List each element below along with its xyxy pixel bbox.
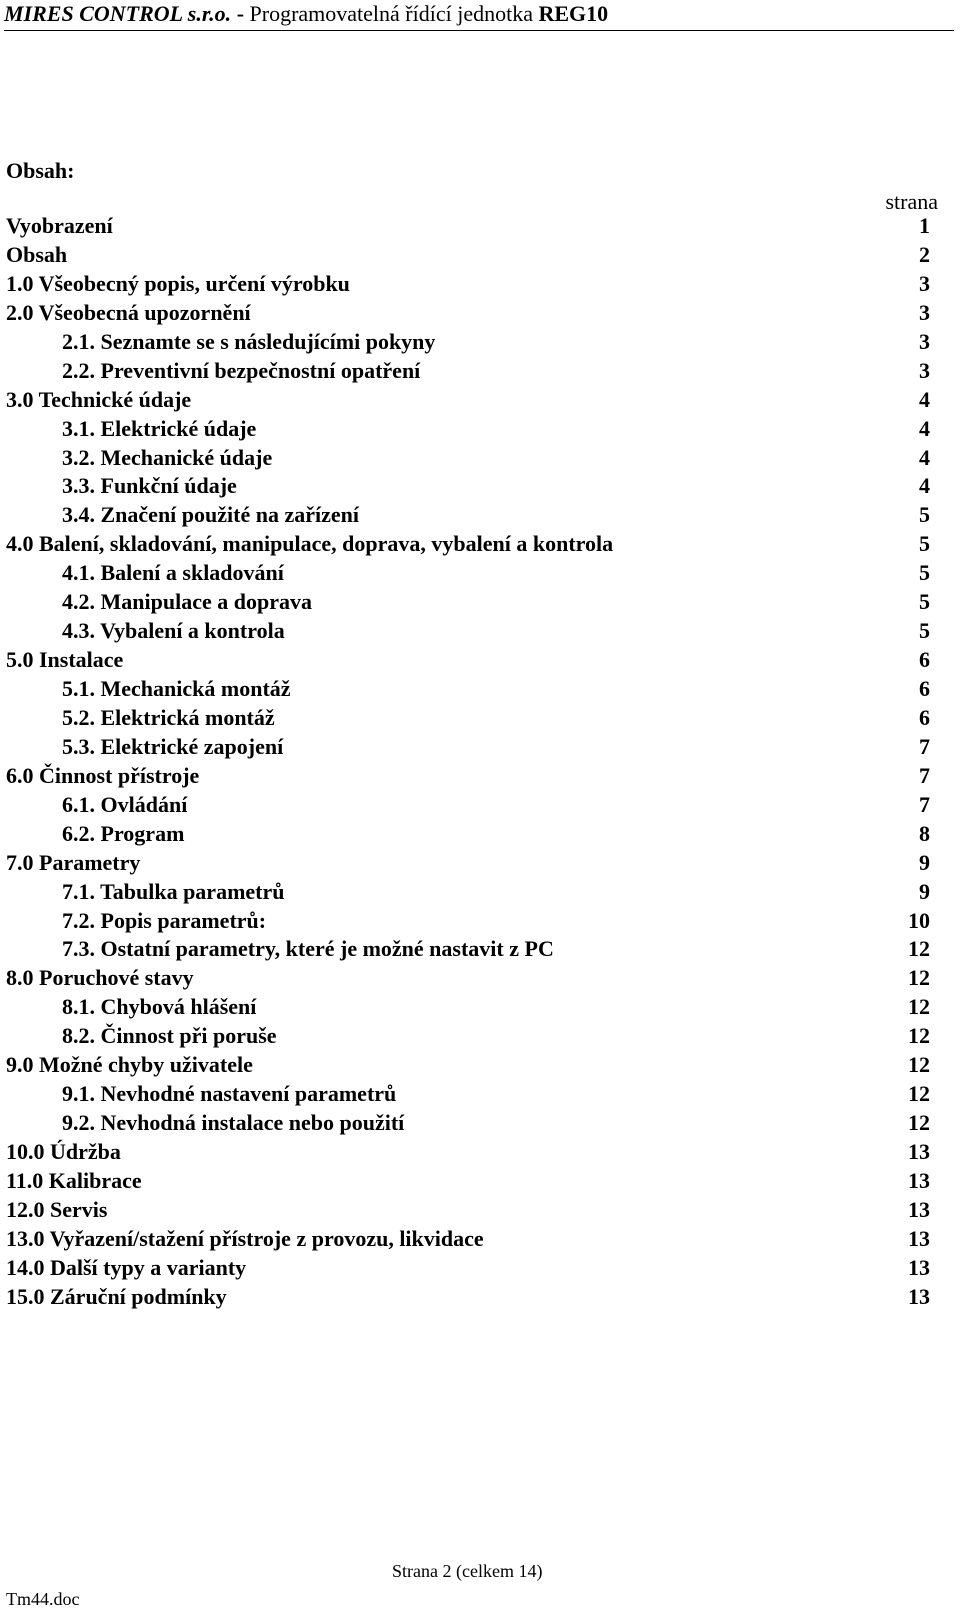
toc-entry-title: 3.4. Značení použité na zařízení — [62, 502, 359, 528]
toc-entry-page: 8 — [919, 820, 930, 846]
toc-entry-title: 2.1. Seznamte se s následujícími pokyny — [62, 328, 436, 354]
document-title-model: REG10 — [538, 1, 609, 26]
toc-entry — [0, 1196, 960, 1225]
toc-entry — [0, 820, 960, 849]
toc-entry — [0, 993, 960, 1022]
toc-entry — [0, 1051, 960, 1080]
toc-entry — [0, 1225, 960, 1254]
toc-entry-title: 8.1. Chybová hlášení — [62, 994, 257, 1020]
toc-entry-title: 5.1. Mechanická montáž — [62, 676, 291, 701]
toc-entry-title: 13.0 Vyřazení/stažení přístroje z provozu, likvidace — [6, 1225, 484, 1251]
toc-entry-page: 3 — [919, 270, 930, 296]
toc-entry — [0, 791, 960, 820]
toc-entry-page: 12 — [908, 1081, 930, 1107]
toc-entry-title: 9.0 Možné chyby uživatele — [6, 1052, 253, 1078]
toc-entry — [0, 675, 960, 704]
toc-entry-page: 5 — [919, 502, 930, 528]
toc-entry — [0, 762, 960, 791]
toc-entry — [0, 617, 960, 646]
toc-heading: Obsah: — [6, 158, 75, 183]
toc-entry — [0, 733, 960, 762]
toc-entry-page: 12 — [908, 1110, 930, 1136]
company-name: MIRES CONTROL s.r.o. — [4, 1, 232, 26]
toc-entry-page: 2 — [919, 241, 930, 267]
toc-entry-page: 12 — [908, 1023, 930, 1049]
toc-entry — [0, 444, 960, 473]
page-column-label: strana — [885, 189, 938, 214]
toc-entry-page: 4 — [919, 386, 930, 412]
table-of-contents — [0, 212, 960, 1312]
toc-entry-page: 6 — [919, 704, 930, 730]
toc-entry — [0, 1254, 960, 1283]
toc-entry — [0, 1080, 960, 1109]
toc-entry-title: Obsah — [6, 241, 68, 267]
toc-entry-page: 9 — [919, 849, 930, 875]
toc-entry-page: 12 — [908, 1052, 930, 1078]
toc-entry-page: 5 — [919, 589, 930, 615]
toc-entry-page: 3 — [919, 357, 930, 383]
toc-entry-page: 13 — [908, 1254, 930, 1280]
toc-entry-title: Vyobrazení — [6, 213, 113, 238]
toc-entry-page: 13 — [908, 1139, 930, 1164]
toc-entry-title: 9.1. Nevhodné nastavení parametrů — [62, 1081, 397, 1107]
toc-entry — [0, 530, 960, 559]
toc-entry-title: 7.3. Ostatní parametry, které je možné nastavit z PC — [62, 936, 554, 962]
toc-entry-title: 3.1. Elektrické údaje — [62, 415, 257, 441]
header-separator: - — [231, 1, 250, 26]
toc-entry-page: 13 — [908, 1283, 930, 1309]
toc-entry-title: 11.0 Kalibrace — [6, 1167, 142, 1193]
document-title-text: Programovatelná řídící jednotka — [249, 1, 539, 26]
toc-entry-title: 14.0 Další typy a varianty — [6, 1254, 247, 1280]
toc-entry-page: 7 — [919, 791, 930, 817]
toc-entry — [0, 1283, 960, 1312]
toc-entry — [0, 878, 960, 907]
toc-entry-page: 4 — [919, 415, 930, 441]
toc-entry — [0, 1022, 960, 1051]
toc-entry-page: 13 — [908, 1196, 930, 1222]
toc-entry — [0, 1138, 960, 1167]
footer-page-info: Strana 2 (celkem 14) — [392, 1561, 543, 1581]
toc-entry-page: 5 — [919, 531, 930, 557]
toc-entry-title: 2.0 Všeobecná upozornění — [6, 299, 251, 325]
toc-entry-page: 3 — [919, 328, 930, 354]
toc-entry-title: 4.2. Manipulace a doprava — [62, 589, 312, 615]
toc-entry-page: 13 — [908, 1167, 930, 1193]
toc-entry — [0, 212, 960, 241]
toc-entry-title: 5.2. Elektrická montáž — [62, 704, 275, 730]
toc-entry-title: 8.0 Poruchové stavy — [6, 965, 194, 991]
toc-entry-page: 5 — [919, 560, 930, 586]
toc-entry — [0, 935, 960, 964]
toc-entry-title: 3.3. Funkční údaje — [62, 473, 237, 499]
toc-entry-page: 4 — [919, 473, 930, 499]
toc-entry-title: 7.0 Parametry — [6, 849, 141, 875]
toc-entry-title: 6.1. Ovládání — [62, 791, 188, 817]
footer-file-name: Tm44.doc — [6, 1589, 80, 1609]
toc-entry — [0, 1167, 960, 1196]
toc-entry-title: 6.2. Program — [62, 820, 185, 846]
document-header — [4, 0, 954, 28]
document-title — [250, 1, 609, 26]
toc-entry — [0, 386, 960, 415]
toc-entry-title: 3.2. Mechanické údaje — [62, 444, 273, 470]
toc-entry-page: 7 — [919, 762, 930, 788]
toc-entry-page: 12 — [908, 965, 930, 991]
toc-entry-title: 5.3. Elektrické zapojení — [62, 733, 284, 759]
toc-entry — [0, 588, 960, 617]
toc-entry-title: 4.0 Balení, skladování, manipulace, doprava, vybalení a kontrola — [6, 531, 614, 557]
toc-entry — [0, 415, 960, 444]
header-rule — [4, 30, 954, 31]
toc-entry-title: 12.0 Servis — [6, 1196, 108, 1222]
toc-entry-title: 7.2. Popis parametrů: — [62, 907, 267, 933]
toc-entry-title: 10.0 Údržba — [6, 1139, 121, 1164]
toc-entry-page: 3 — [919, 299, 930, 325]
toc-entry — [0, 472, 960, 501]
toc-entry-page: 9 — [919, 878, 930, 904]
toc-entry — [0, 270, 960, 299]
toc-entry-page: 7 — [919, 733, 930, 759]
toc-entry-title: 6.0 Činnost přístroje — [6, 762, 200, 788]
toc-entry-title: 1.0 Všeobecný popis, určení výrobku — [6, 270, 350, 296]
toc-entry-title: 8.2. Činnost při poruše — [62, 1023, 277, 1049]
toc-entry-title: 3.0 Technické údaje — [6, 386, 192, 412]
toc-entry-title: 2.2. Preventivní bezpečnostní opatření — [62, 357, 421, 383]
toc-entry-page: 12 — [908, 994, 930, 1020]
toc-entry-title: 15.0 Záruční podmínky — [6, 1283, 227, 1309]
toc-entry — [0, 646, 960, 675]
toc-entry — [0, 1109, 960, 1138]
toc-entry-page: 6 — [919, 647, 930, 673]
toc-entry — [0, 299, 960, 328]
toc-entry-title: 5.0 Instalace — [6, 647, 124, 673]
toc-entry-page: 5 — [919, 618, 930, 644]
toc-entry-page: 4 — [919, 444, 930, 470]
toc-entry — [0, 241, 960, 270]
toc-entry — [0, 964, 960, 993]
toc-entry-page: 1 — [919, 213, 930, 238]
toc-entry-title: 4.1. Balení a skladování — [62, 560, 284, 586]
toc-entry-page: 6 — [919, 676, 930, 701]
toc-entry-title: 4.3. Vybalení a kontrola — [62, 618, 285, 644]
toc-entry — [0, 328, 960, 357]
toc-entry-page: 12 — [908, 936, 930, 962]
toc-entry — [0, 357, 960, 386]
toc-entry — [0, 704, 960, 733]
toc-entry — [0, 907, 960, 936]
toc-entry-page: 13 — [908, 1225, 930, 1251]
toc-entry — [0, 501, 960, 530]
toc-entry-title: 7.1. Tabulka parametrů — [62, 878, 285, 904]
toc-entry — [0, 559, 960, 588]
toc-entry — [0, 849, 960, 878]
toc-entry-title: 9.2. Nevhodná instalace nebo použití — [62, 1110, 405, 1136]
toc-entry-page: 10 — [908, 907, 930, 933]
